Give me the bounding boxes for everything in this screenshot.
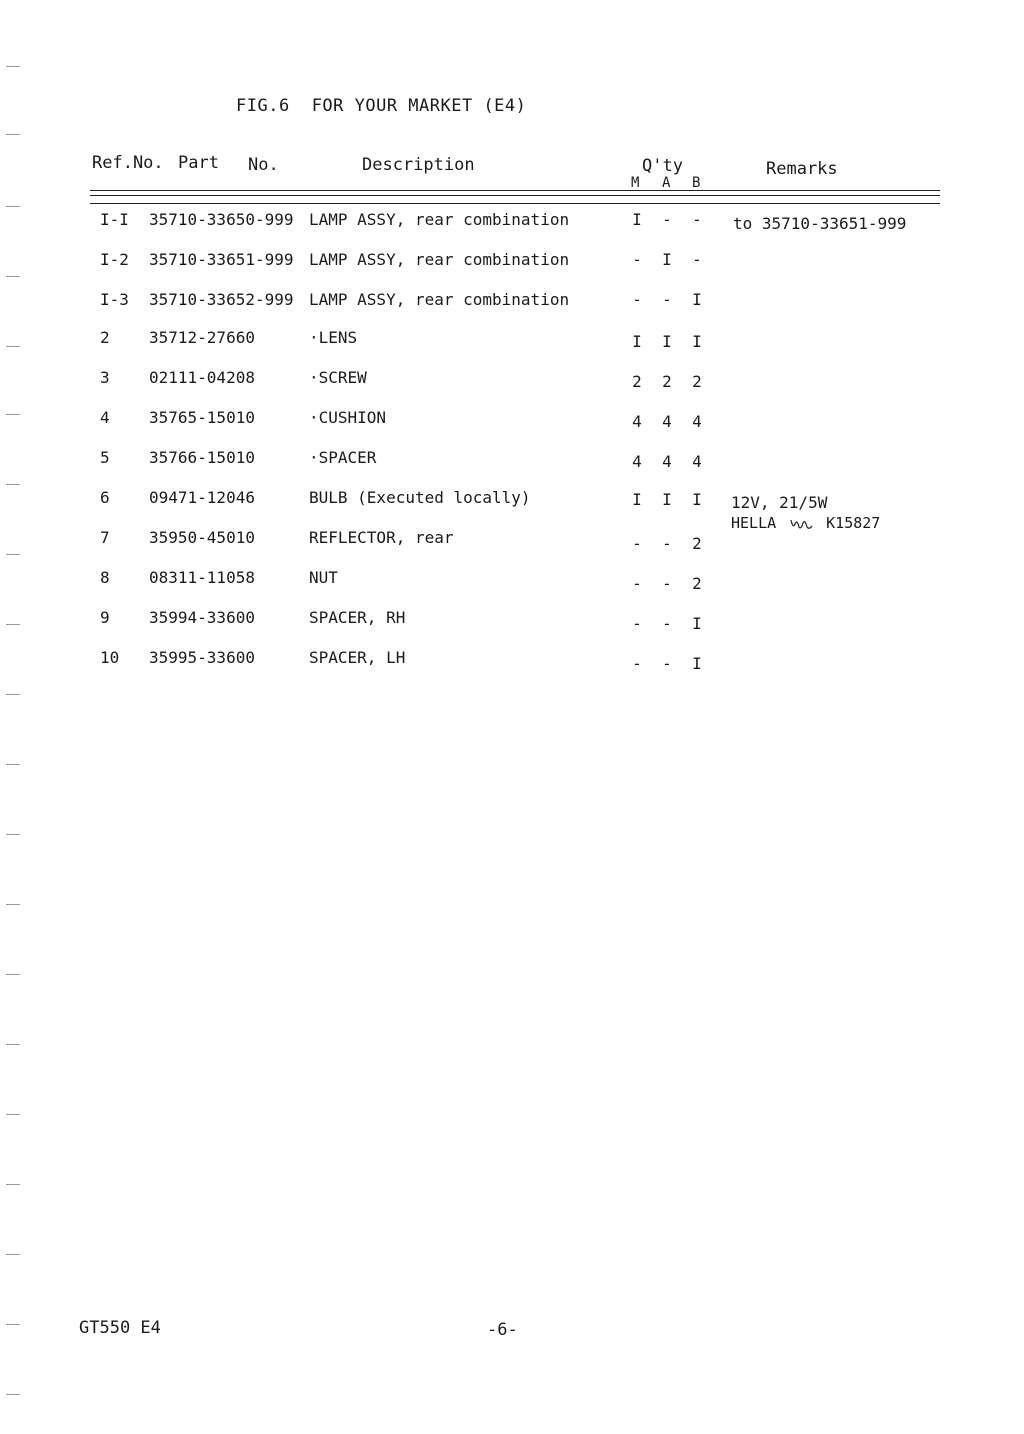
- header-no: No.: [248, 155, 279, 175]
- qty-a: -: [662, 534, 672, 553]
- bulb-remark-spec: 12V, 21/5W: [731, 493, 828, 512]
- ref-no: 7: [100, 528, 110, 547]
- part-number: 35710-33651-999: [149, 250, 294, 269]
- part-number: 09471-12046: [149, 488, 255, 507]
- qty-b: -: [692, 210, 702, 229]
- qty-m: 4: [632, 452, 642, 471]
- qty-b: I: [692, 332, 702, 351]
- qty-m: -: [632, 534, 642, 553]
- margin-tick: [6, 484, 20, 485]
- qty-a: -: [662, 574, 672, 593]
- qty-a: -: [662, 614, 672, 633]
- part-number: 35994-33600: [149, 608, 255, 627]
- part-number: 35766-15010: [149, 448, 255, 467]
- qty-m: I: [632, 332, 642, 351]
- header-ref-no: Ref.No.: [92, 153, 164, 173]
- header-rule-top: [90, 190, 940, 191]
- ref-no: I-I: [100, 210, 129, 229]
- margin-tick: [6, 1394, 20, 1395]
- qty-m: -: [632, 250, 642, 269]
- part-number: 35950-45010: [149, 528, 255, 547]
- table-row: [0, 648, 1024, 678]
- margin-tick: [6, 66, 20, 67]
- qty-m: -: [632, 614, 642, 633]
- qty-m: 2: [632, 372, 642, 391]
- description: ·LENS: [309, 328, 358, 347]
- table-row: [0, 608, 1024, 638]
- table-row: [0, 368, 1024, 398]
- part-number: 35712-27660: [149, 328, 255, 347]
- qty-a: I: [662, 490, 672, 509]
- margin-tick: [6, 1184, 20, 1185]
- margin-tick: [6, 1044, 20, 1045]
- description: LAMP ASSY, rear combination: [309, 210, 570, 229]
- part-number: 35995-33600: [149, 648, 255, 667]
- description: LAMP ASSY, rear combination: [309, 290, 570, 309]
- margin-tick: [6, 1324, 20, 1325]
- header-description: Description: [362, 155, 475, 175]
- margin-tick: [6, 206, 20, 207]
- part-number: 35765-15010: [149, 408, 255, 427]
- description: BULB (Executed locally): [309, 488, 531, 507]
- bulb-remark-brand: HELLA: [731, 514, 777, 532]
- qty-b: 2: [692, 372, 702, 391]
- qty-b: 4: [692, 452, 702, 471]
- ref-no: I-2: [100, 250, 129, 269]
- ref-no: 5: [100, 448, 110, 467]
- qty-m: I: [632, 210, 642, 229]
- qty-b: 2: [692, 574, 702, 593]
- qty-m: -: [632, 290, 642, 309]
- ref-no: 4: [100, 408, 110, 427]
- ref-no: 8: [100, 568, 110, 587]
- header-qty-m: M: [631, 175, 640, 191]
- qty-m: 4: [632, 412, 642, 431]
- description: ·SCREW: [309, 368, 367, 387]
- qty-b: 2: [692, 534, 702, 553]
- margin-tick: [6, 134, 20, 135]
- footer-model: GT550 E4: [79, 1318, 161, 1338]
- description: ·CUSHION: [309, 408, 387, 427]
- qty-a: I: [662, 250, 672, 269]
- table-row: [0, 290, 1024, 320]
- remark: to 35710-33651-999: [733, 214, 907, 233]
- qty-a: 2: [662, 372, 672, 391]
- qty-a: -: [662, 654, 672, 673]
- page-title: [236, 96, 526, 116]
- part-number: 08311-11058: [149, 568, 255, 587]
- qty-a: -: [662, 290, 672, 309]
- qty-m: I: [632, 490, 642, 509]
- header-part: Part: [178, 153, 219, 173]
- ref-no: 9: [100, 608, 110, 627]
- margin-tick: [6, 1114, 20, 1115]
- margin-tick: [6, 346, 20, 347]
- header-rule-middle: [90, 195, 940, 196]
- description: LAMP ASSY, rear combination: [309, 250, 570, 269]
- description: REFLECTOR, rear: [309, 528, 454, 547]
- hella-mark-icon: [790, 518, 814, 530]
- qty-a: 4: [662, 452, 672, 471]
- qty-a: I: [662, 332, 672, 351]
- margin-tick: [6, 974, 20, 975]
- qty-b: I: [692, 654, 702, 673]
- qty-a: -: [662, 210, 672, 229]
- ref-no: 2: [100, 328, 110, 347]
- qty-m: -: [632, 654, 642, 673]
- qty-a: 4: [662, 412, 672, 431]
- margin-tick: [6, 764, 20, 765]
- table-row: [0, 408, 1024, 438]
- margin-tick: [6, 904, 20, 905]
- header-rule-bottom: [90, 203, 940, 204]
- margin-tick: [6, 834, 20, 835]
- description: SPACER, LH: [309, 648, 406, 667]
- qty-b: 4: [692, 412, 702, 431]
- qty-b: I: [692, 614, 702, 633]
- margin-tick: [6, 414, 20, 415]
- description: ·SPACER: [309, 448, 377, 467]
- margin-tick: [6, 1254, 20, 1255]
- bulb-remark-code: K15827: [826, 514, 881, 532]
- table-row: [0, 328, 1024, 358]
- ref-no: I-3: [100, 290, 129, 309]
- qty-b: I: [692, 490, 702, 509]
- header-qty-a: A: [662, 175, 671, 191]
- bulb-remark: [731, 493, 880, 533]
- margin-tick: [6, 554, 20, 555]
- qty-m: -: [632, 574, 642, 593]
- header-remarks: Remarks: [766, 159, 838, 179]
- ref-no: 10: [100, 648, 120, 667]
- table-row: [0, 448, 1024, 478]
- part-number: 35710-33652-999: [149, 290, 294, 309]
- description: SPACER, RH: [309, 608, 406, 627]
- ref-no: 6: [100, 488, 110, 507]
- figure-number: FIG.6: [236, 96, 290, 116]
- part-number: 02111-04208: [149, 368, 255, 387]
- part-number: 35710-33650-999: [149, 210, 294, 229]
- description: NUT: [309, 568, 338, 587]
- ref-no: 3: [100, 368, 110, 387]
- table-row: [0, 210, 1024, 240]
- margin-tick: [6, 694, 20, 695]
- margin-tick: [6, 276, 20, 277]
- qty-b: -: [692, 250, 702, 269]
- header-qty: Q'ty: [642, 156, 683, 176]
- table-row: [0, 250, 1024, 280]
- margin-tick: [6, 624, 20, 625]
- table-row: [0, 568, 1024, 598]
- header-qty-b: B: [692, 175, 701, 191]
- footer-page-number: -6-: [487, 1320, 518, 1340]
- qty-b: I: [692, 290, 702, 309]
- figure-title: FOR YOUR MARKET (E4): [311, 96, 527, 116]
